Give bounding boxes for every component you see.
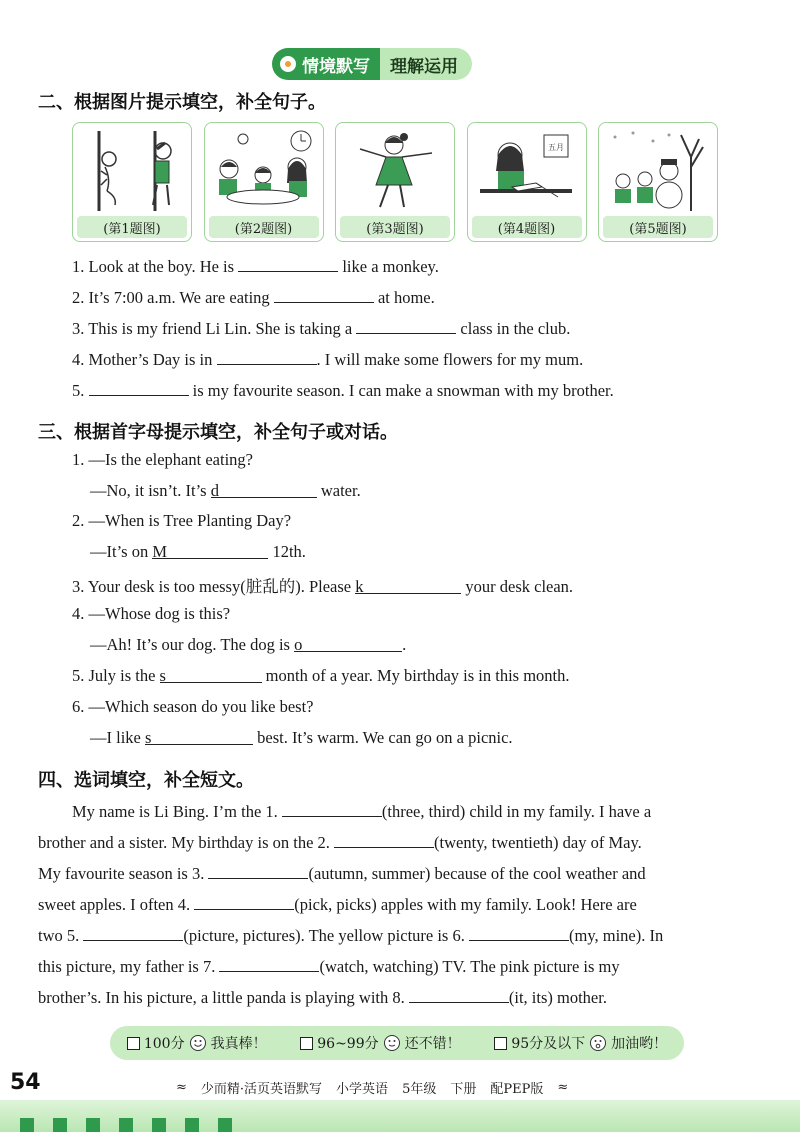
s2-item-4-text: 4. Mother’s Day is in bbox=[72, 350, 213, 369]
s3-q2-hint: M bbox=[152, 542, 168, 561]
s4-line-2-text-after: (twenty, twentieth) day of May. bbox=[434, 833, 642, 852]
s2-item-4 bbox=[72, 348, 583, 370]
footer-volume: 下册 bbox=[450, 1082, 477, 1097]
s4-line-3-text: My favourite season is 3. bbox=[38, 864, 205, 883]
s3-q3-blank[interactable] bbox=[355, 577, 461, 594]
picture-3-caption: (第3题图) bbox=[340, 216, 450, 238]
s4-line-6-text: this picture, my father is 7. bbox=[38, 957, 216, 976]
rating-95-below-text: 加油哟！ bbox=[611, 1036, 668, 1052]
s3-q4-answer-after: . bbox=[402, 635, 407, 654]
calendar-label: 五月 bbox=[547, 143, 564, 152]
rating-100-label: 100分 bbox=[143, 1036, 185, 1052]
s4-blank-3[interactable] bbox=[208, 862, 308, 879]
s2-item-4-text-after: . I will make some flowers for my mum. bbox=[316, 350, 584, 369]
s3-q2-answer bbox=[90, 542, 306, 562]
s3-q1-answer-after: water. bbox=[320, 481, 361, 500]
s2-item-4-blank[interactable] bbox=[217, 348, 317, 365]
s4-line-3-text-after: (autumn, summer) because of the cool weather and bbox=[308, 864, 646, 883]
s4-blank-2[interactable] bbox=[334, 831, 434, 848]
s4-blank-4[interactable] bbox=[194, 893, 294, 910]
s3-q1-answer bbox=[90, 481, 361, 501]
picture-5-caption: (第5题图) bbox=[603, 216, 713, 238]
picture-4 bbox=[467, 122, 587, 242]
s2-item-5-text: 5. bbox=[72, 381, 85, 400]
s4-blank-5[interactable] bbox=[83, 924, 183, 941]
footer-grade: 5年级 bbox=[402, 1082, 437, 1097]
footer-series: 少而精·活页英语默写 bbox=[200, 1082, 323, 1097]
s3-q3-text: 3. Your desk is too messy(脏乱的). Please bbox=[72, 577, 352, 596]
rating-option-100[interactable] bbox=[127, 1033, 267, 1053]
s3-q4-answer-text: —Ah! It’s our dog. The dog is bbox=[90, 635, 290, 654]
s3-q2-answer-after: 12th. bbox=[272, 542, 306, 561]
checkbox-icon[interactable] bbox=[494, 1037, 507, 1050]
s4-line-6-text-after: (watch, watching) TV. The pink picture is my bbox=[319, 957, 620, 976]
wave-icon: ≈ bbox=[176, 1080, 187, 1095]
s4-line-5 bbox=[38, 924, 663, 946]
s3-q6-question: 6. —Which season do you like best? bbox=[72, 697, 314, 716]
s3-q2-question: 2. —When is Tree Planting Day? bbox=[72, 511, 292, 530]
dancing-girl-illustration bbox=[340, 127, 448, 213]
checkbox-icon[interactable] bbox=[127, 1037, 140, 1050]
s4-line-7 bbox=[38, 986, 607, 1008]
picture-3 bbox=[335, 122, 455, 242]
s2-item-1 bbox=[72, 255, 439, 277]
s2-item-1-text: 1. Look at the boy. He is bbox=[72, 257, 235, 276]
s4-blank-7[interactable] bbox=[219, 955, 319, 972]
page-number: 54 bbox=[10, 1070, 41, 1095]
s2-item-5-blank[interactable] bbox=[89, 379, 189, 396]
s4-line-5-text-after: (my, mine). In bbox=[568, 926, 664, 945]
s4-blank-1[interactable] bbox=[282, 800, 382, 817]
girl-making-flowers-illustration bbox=[472, 127, 580, 213]
s3-q6-answer-text: —I like bbox=[90, 728, 141, 747]
s3-q5 bbox=[72, 666, 570, 686]
picture-2-caption: (第2题图) bbox=[209, 216, 319, 238]
wave-icon: ≈ bbox=[557, 1080, 569, 1095]
picture-4-caption: (第4题图) bbox=[472, 216, 582, 238]
banner-left bbox=[272, 48, 380, 80]
s3-q6-answer-after: best. It’s warm. We can go on a picnic. bbox=[257, 728, 513, 747]
checkbox-icon[interactable] bbox=[300, 1037, 313, 1050]
s4-line-1-text: My name is Li Bing. I’m the 1. bbox=[72, 802, 278, 821]
picture-5 bbox=[598, 122, 718, 242]
s4-line-2-text: brother and a sister. My birthday is on the 2. bbox=[38, 833, 330, 852]
footer-subject: 小学英语 bbox=[336, 1082, 389, 1097]
s4-line-5-text: two 5. bbox=[38, 926, 80, 945]
section-banner bbox=[272, 48, 472, 80]
banner-right bbox=[380, 48, 472, 80]
snowman-and-children-illustration bbox=[603, 127, 711, 213]
happy-face-icon bbox=[189, 1034, 207, 1052]
s2-item-2 bbox=[72, 286, 435, 308]
s2-item-1-blank[interactable] bbox=[238, 255, 338, 272]
s3-q5-hint: s bbox=[159, 666, 166, 685]
s3-q1-answer-text: —No, it isn’t. It’s bbox=[90, 481, 207, 500]
s2-item-2-text-after: at home. bbox=[377, 288, 435, 307]
footer-edition: 配PEP版 bbox=[490, 1082, 544, 1097]
rating-95-below-label: 95分及以下 bbox=[511, 1036, 586, 1052]
s2-item-2-text: 2. It’s 7:00 a.m. We are eating bbox=[72, 288, 270, 307]
s3-q2-answer-text: —It’s on bbox=[90, 542, 149, 561]
s4-line-4-text-after: (pick, picks) apples with my family. Look! Here are bbox=[294, 895, 637, 914]
rating-96-99-label: 96~99分 bbox=[317, 1036, 379, 1052]
s3-q5-text-after: month of a year. My birthday is in this month. bbox=[265, 666, 570, 685]
rating-option-96-99[interactable] bbox=[300, 1033, 460, 1053]
s2-item-2-blank[interactable] bbox=[274, 286, 374, 303]
s3-q4-answer bbox=[90, 635, 406, 655]
section2-heading: 二、根据图片提示填空，补全句子。 bbox=[38, 92, 326, 113]
s3-q6-hint: s bbox=[145, 728, 152, 747]
s3-q4-question: 4. —Whose dog is this? bbox=[72, 604, 231, 623]
s2-item-3-text: 3. This is my friend Li Lin. She is taking a bbox=[72, 319, 353, 338]
picture-1-caption: (第1题图) bbox=[77, 216, 187, 238]
picture-2 bbox=[204, 122, 324, 242]
self-rating-bar bbox=[110, 1026, 684, 1060]
s4-line-6 bbox=[38, 955, 620, 977]
s3-q6-blank[interactable] bbox=[145, 728, 253, 745]
picture-strip bbox=[72, 122, 718, 242]
picture-1 bbox=[72, 122, 192, 242]
footer-info bbox=[176, 1078, 568, 1097]
cheer-face-icon bbox=[589, 1034, 607, 1052]
s4-line-4 bbox=[38, 893, 637, 915]
s2-item-3-text-after: class in the club. bbox=[460, 319, 571, 338]
s2-item-3-blank[interactable] bbox=[356, 317, 456, 334]
banner-left-text: 情境默写 bbox=[302, 56, 370, 77]
section3-heading: 三、根据首字母提示填空，补全句子或对话。 bbox=[38, 422, 398, 443]
s4-line-5-text-mid: (picture, pictures). The yellow picture is 6. bbox=[183, 926, 465, 945]
climbing-boy-and-monkey-illustration bbox=[77, 127, 185, 213]
s3-q1-hint: d bbox=[210, 481, 219, 500]
section4-heading: 四、选词填空，补全短文。 bbox=[38, 770, 254, 791]
s3-q1-question: 1. —Is the elephant eating? bbox=[72, 450, 253, 469]
s2-item-1-text-after: like a monkey. bbox=[342, 257, 439, 276]
rating-option-95-below[interactable] bbox=[494, 1033, 667, 1053]
s2-item-3 bbox=[72, 317, 570, 339]
s3-q5-blank[interactable] bbox=[160, 666, 262, 683]
s4-line-4-text: sweet apples. I often 4. bbox=[38, 895, 191, 914]
bottom-squares bbox=[20, 1118, 232, 1132]
s4-line-7-text-after: (it, its) mother. bbox=[508, 988, 607, 1007]
s3-q4-blank[interactable] bbox=[294, 635, 402, 652]
s4-line-2 bbox=[38, 831, 642, 853]
banner-right-text: 理解运用 bbox=[390, 56, 458, 77]
family-breakfast-illustration bbox=[209, 127, 317, 213]
flower-icon bbox=[280, 56, 296, 72]
s3-q4-hint: o bbox=[294, 635, 303, 654]
s3-q2-blank[interactable] bbox=[152, 542, 268, 559]
s3-q5-text: 5. July is the bbox=[72, 666, 156, 685]
s3-q1-blank[interactable] bbox=[211, 481, 317, 498]
s4-line-3 bbox=[38, 862, 646, 884]
s3-q3-text-after: your desk clean. bbox=[465, 577, 574, 596]
s3-q3-hint: k bbox=[355, 577, 364, 596]
s4-line-1 bbox=[72, 800, 651, 822]
s4-blank-8[interactable] bbox=[409, 986, 509, 1003]
s2-item-5-text-after: is my favourite season. I can make a snowman with my brother. bbox=[192, 381, 614, 400]
s4-blank-6[interactable] bbox=[469, 924, 569, 941]
s3-q6-answer bbox=[90, 728, 513, 748]
s4-line-7-text: brother’s. In his picture, a little panda is playing with 8. bbox=[38, 988, 405, 1007]
s4-line-1-text-after: (three, third) child in my family. I have a bbox=[381, 802, 652, 821]
rating-96-99-text: 还不错！ bbox=[404, 1036, 461, 1052]
rating-100-text: 我真棒！ bbox=[210, 1036, 267, 1052]
s3-q3 bbox=[72, 573, 573, 597]
s2-item-5 bbox=[72, 379, 614, 401]
smile-face-icon bbox=[383, 1034, 401, 1052]
